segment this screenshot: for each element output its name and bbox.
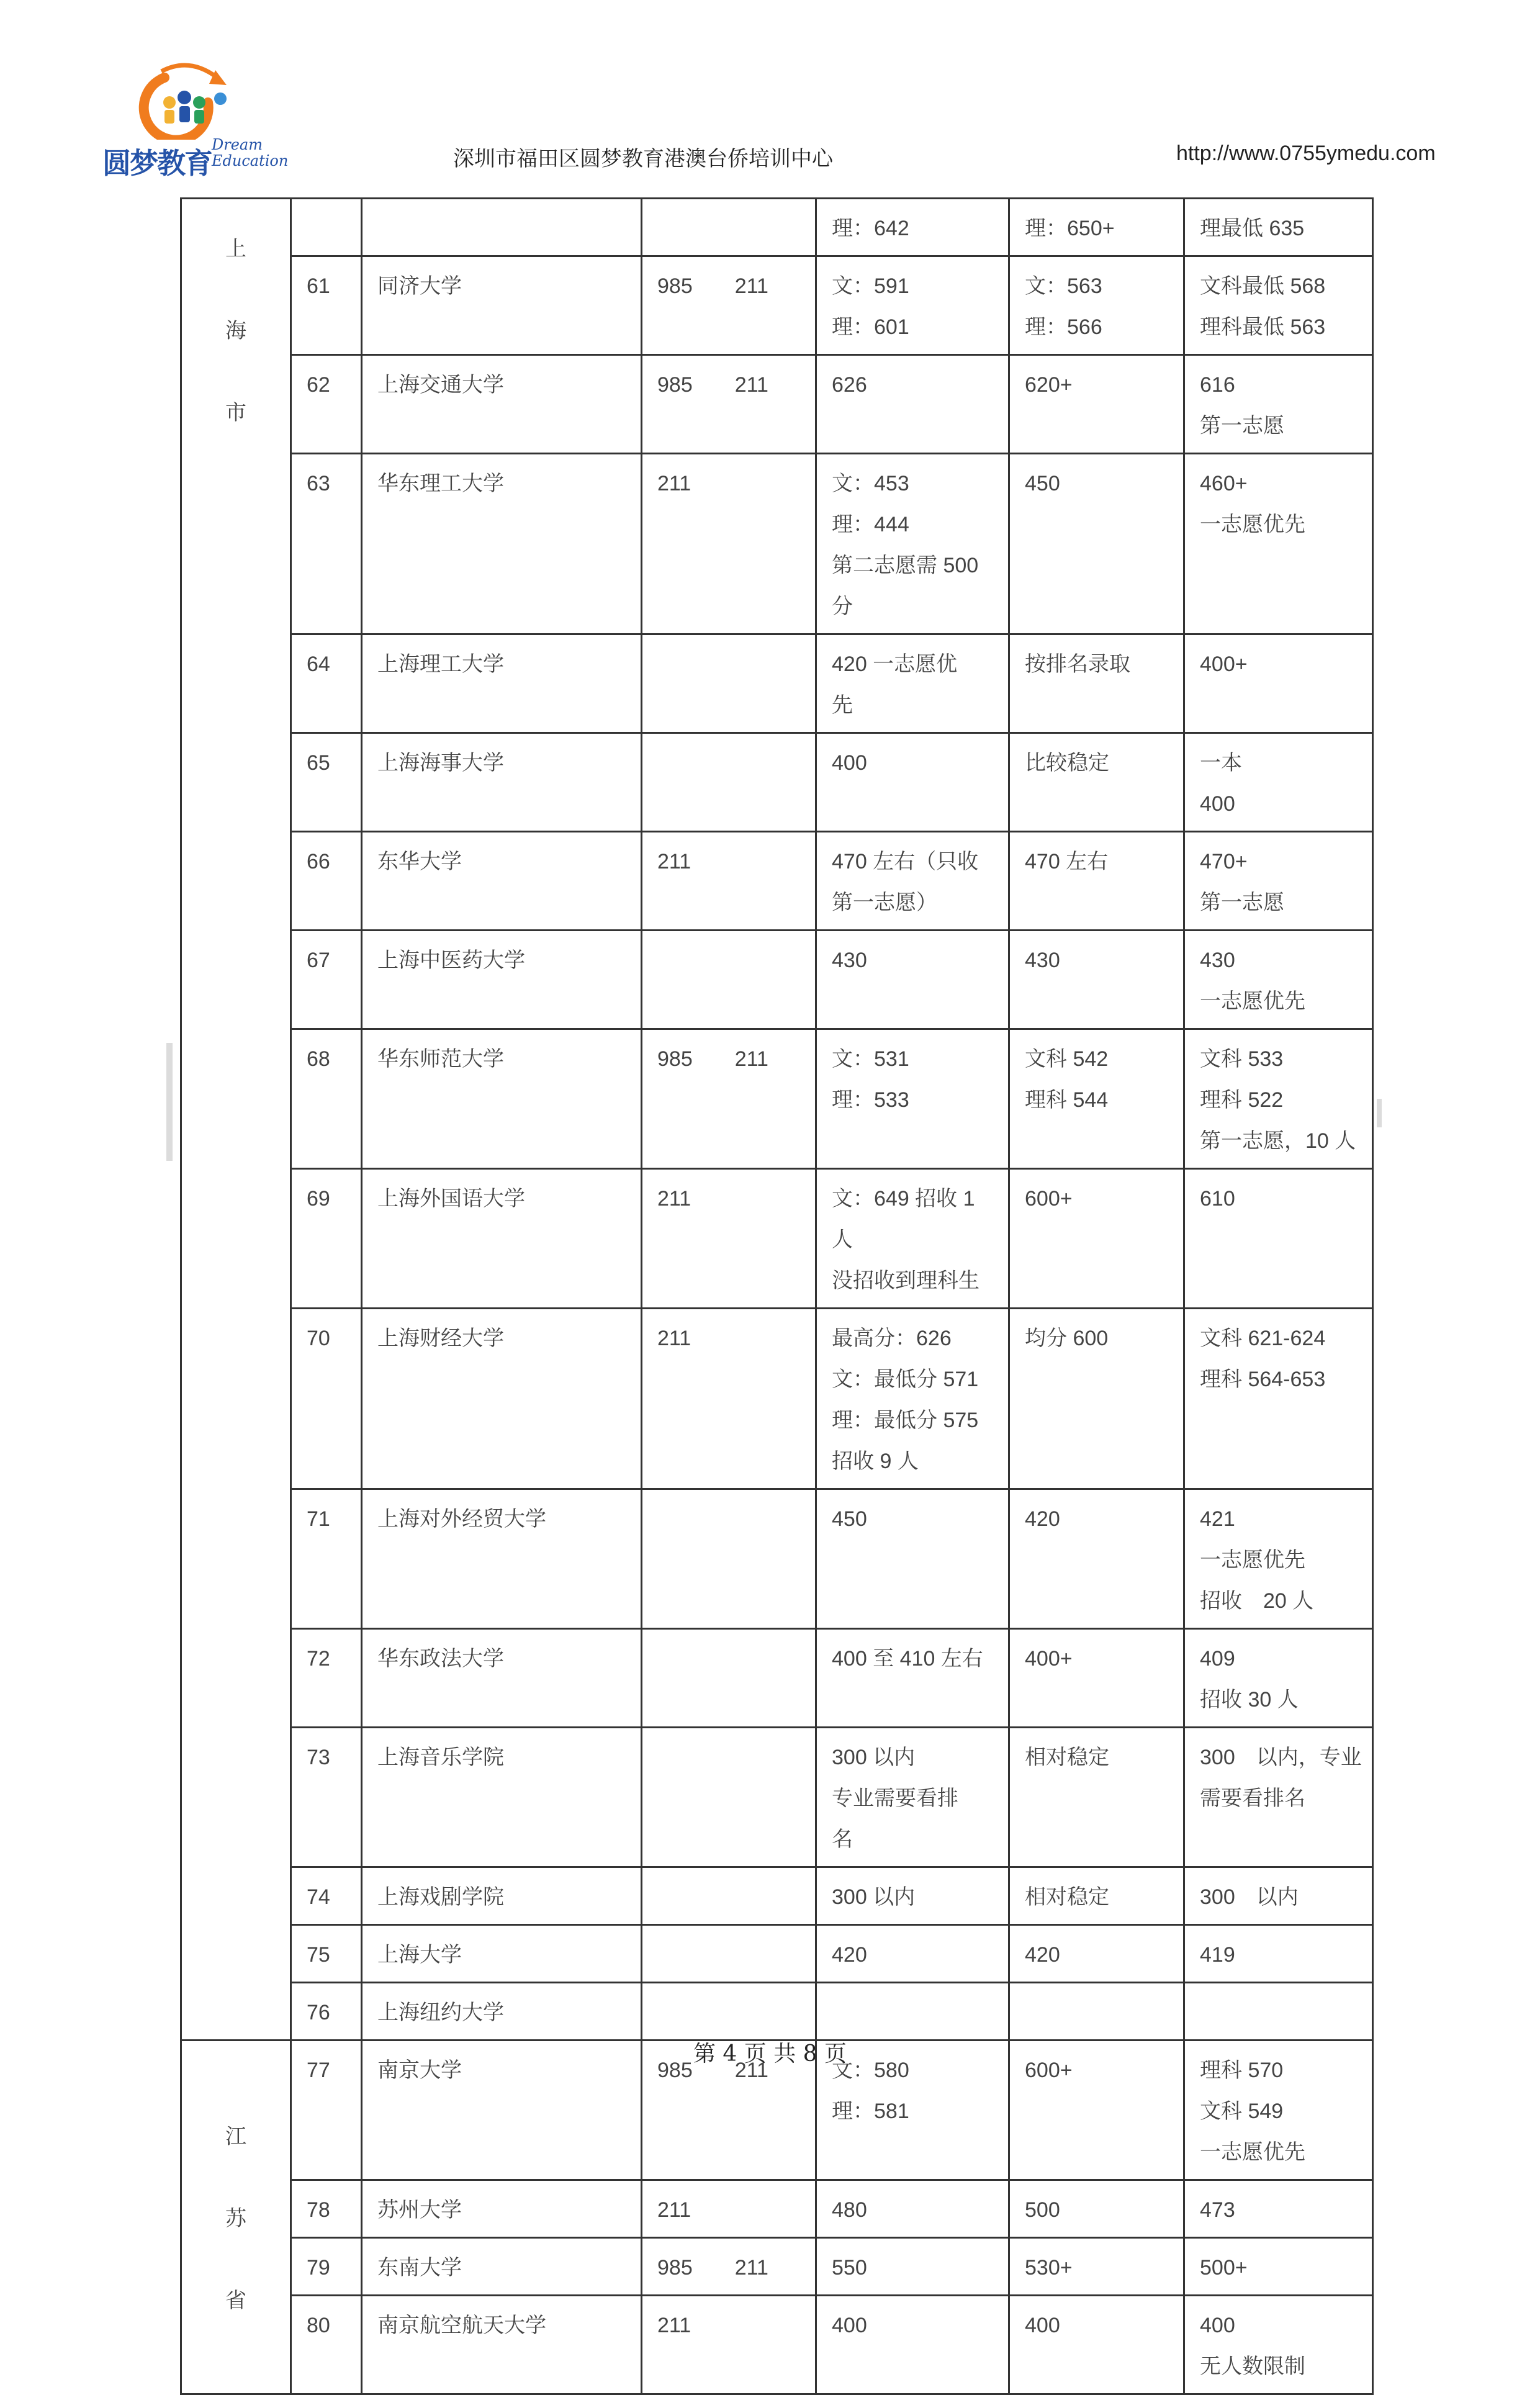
school-tags: 985 211 xyxy=(642,2238,816,2296)
school-number: 67 xyxy=(291,931,362,1029)
table-row xyxy=(181,1489,1373,1629)
school-tags: 985 211 xyxy=(642,1029,816,1169)
score-col-1: 420 一志愿优 先 xyxy=(816,634,1009,733)
school-tags: 211 xyxy=(642,454,816,634)
school-name: 上海理工大学 xyxy=(362,634,642,733)
school-name: 上海大学 xyxy=(362,1925,642,1983)
table-row xyxy=(181,2238,1373,2296)
table-row xyxy=(181,256,1373,355)
table-row xyxy=(181,1983,1373,2041)
table-row xyxy=(181,454,1373,634)
school-name: 上海对外经贸大学 xyxy=(362,1489,642,1629)
school-tags xyxy=(642,1728,816,1867)
school-tags: 985 211 xyxy=(642,2041,816,2180)
score-col-3: 300 以内 xyxy=(1184,1867,1373,1925)
score-col-1: 400 xyxy=(816,2296,1009,2394)
school-number: 78 xyxy=(291,2180,362,2238)
score-col-1: 470 左右（只收 第一志愿） xyxy=(816,832,1009,931)
school-name: 上海交通大学 xyxy=(362,355,642,454)
school-number: 63 xyxy=(291,454,362,634)
school-number: 65 xyxy=(291,733,362,832)
score-col-2: 420 xyxy=(1009,1925,1184,1983)
score-col-1: 550 xyxy=(816,2238,1009,2296)
score-col-2: 400 xyxy=(1009,2296,1184,2394)
table-row xyxy=(181,355,1373,454)
score-col-2: 430 xyxy=(1009,931,1184,1029)
school-name: 华东师范大学 xyxy=(362,1029,642,1169)
school-number: 79 xyxy=(291,2238,362,2296)
score-col-3: 理最低 635 xyxy=(1184,199,1373,256)
score-col-3 xyxy=(1184,1983,1373,2041)
score-col-3: 616 第一志愿 xyxy=(1184,355,1373,454)
score-col-1: 文：453 理：444 第二志愿需 500 分 xyxy=(816,454,1009,634)
score-col-3: 473 xyxy=(1184,2180,1373,2238)
school-tags xyxy=(642,634,816,733)
school-tags: 211 xyxy=(642,2296,816,2394)
score-col-3: 419 xyxy=(1184,1925,1373,1983)
score-col-1: 400 至 410 左右 xyxy=(816,1629,1009,1728)
score-col-2 xyxy=(1009,1983,1184,2041)
scan-edge-left xyxy=(166,1043,173,1161)
score-col-3: 430 一志愿优先 xyxy=(1184,931,1373,1029)
school-name: 东南大学 xyxy=(362,2238,642,2296)
school-name: 上海纽约大学 xyxy=(362,1983,642,2041)
school-number: 70 xyxy=(291,1309,362,1489)
score-col-3: 一本 400 xyxy=(1184,733,1373,832)
score-col-2: 按排名录取 xyxy=(1009,634,1184,733)
score-col-2: 文科 542 理科 544 xyxy=(1009,1029,1184,1169)
school-tags: 211 xyxy=(642,1169,816,1309)
school-tags: 985 211 xyxy=(642,355,816,454)
score-col-3: 610 xyxy=(1184,1169,1373,1309)
score-col-3: 文科最低 568 理科最低 563 xyxy=(1184,256,1373,355)
score-col-1: 400 xyxy=(816,733,1009,832)
school-number: 69 xyxy=(291,1169,362,1309)
school-tags: 211 xyxy=(642,1309,816,1489)
school-tags: 211 xyxy=(642,832,816,931)
score-col-3: 409 招收 30 人 xyxy=(1184,1629,1373,1728)
score-col-2: 600+ xyxy=(1009,1169,1184,1309)
school-number: 71 xyxy=(291,1489,362,1629)
score-col-1: 420 xyxy=(816,1925,1009,1983)
score-col-2: 理：650+ xyxy=(1009,199,1184,256)
school-number: 72 xyxy=(291,1629,362,1728)
logo-text-en: Dream Education xyxy=(212,136,289,169)
score-col-3: 300 以内，专业 需要看排名 xyxy=(1184,1728,1373,1867)
school-name xyxy=(362,199,642,256)
table-row xyxy=(181,733,1373,832)
logo-mark-icon xyxy=(102,59,289,140)
school-name: 上海海事大学 xyxy=(362,733,642,832)
school-tags xyxy=(642,1867,816,1925)
table-row xyxy=(181,931,1373,1029)
school-tags: 211 xyxy=(642,2180,816,2238)
school-tags xyxy=(642,1629,816,1728)
school-number: 76 xyxy=(291,1983,362,2041)
score-col-2: 470 左右 xyxy=(1009,832,1184,931)
score-col-2: 450 xyxy=(1009,454,1184,634)
table-row xyxy=(181,634,1373,733)
score-col-1: 文：580 理：581 xyxy=(816,2041,1009,2180)
school-tags xyxy=(642,931,816,1029)
table-row xyxy=(181,1867,1373,1925)
table-row xyxy=(181,832,1373,931)
score-col-1: 300 以内 xyxy=(816,1867,1009,1925)
school-name: 苏州大学 xyxy=(362,2180,642,2238)
school-number: 73 xyxy=(291,1728,362,1867)
score-col-3: 400+ xyxy=(1184,634,1373,733)
score-col-3: 400 无人数限制 xyxy=(1184,2296,1373,2394)
school-tags xyxy=(642,1489,816,1629)
score-col-3: 理科 570 文科 549 一志愿优先 xyxy=(1184,2041,1373,2180)
score-col-1: 480 xyxy=(816,2180,1009,2238)
school-name: 南京航空航天大学 xyxy=(362,2296,642,2394)
score-col-2: 400+ xyxy=(1009,1629,1184,1728)
school-name: 上海中医药大学 xyxy=(362,931,642,1029)
region-label: 上海市 xyxy=(225,237,246,425)
school-tags xyxy=(642,199,816,256)
score-col-2: 420 xyxy=(1009,1489,1184,1629)
score-col-3: 460+ 一志愿优先 xyxy=(1184,454,1373,634)
table-row xyxy=(181,1728,1373,1867)
school-name: 华东政法大学 xyxy=(362,1629,642,1728)
score-col-1: 300 以内 专业需要看排 名 xyxy=(816,1728,1009,1867)
score-col-1: 430 xyxy=(816,931,1009,1029)
school-name: 上海戏剧学院 xyxy=(362,1867,642,1925)
school-name: 上海财经大学 xyxy=(362,1309,642,1489)
score-col-2: 相对稳定 xyxy=(1009,1867,1184,1925)
table-row xyxy=(181,2180,1373,2238)
score-col-1: 文：531 理：533 xyxy=(816,1029,1009,1169)
school-number: 74 xyxy=(291,1867,362,1925)
table-row xyxy=(181,1925,1373,1983)
score-col-1: 450 xyxy=(816,1489,1009,1629)
school-name: 上海音乐学院 xyxy=(362,1728,642,1867)
score-col-2: 530+ xyxy=(1009,2238,1184,2296)
school-number: 66 xyxy=(291,832,362,931)
logo xyxy=(102,59,289,180)
score-col-1: 文：649 招收 1 人 没招收到理科生 xyxy=(816,1169,1009,1309)
score-col-2: 相对稳定 xyxy=(1009,1728,1184,1867)
school-name: 同济大学 xyxy=(362,256,642,355)
table-row xyxy=(181,1309,1373,1489)
region-cell xyxy=(181,199,291,2041)
score-col-1: 理：642 xyxy=(816,199,1009,256)
school-tags: 985 211 xyxy=(642,256,816,355)
header-title: 深圳市福田区圆梦教育港澳台侨培训中心 xyxy=(453,147,833,171)
score-col-2: 均分 600 xyxy=(1009,1309,1184,1489)
score-col-2: 620+ xyxy=(1009,355,1184,454)
school-name: 东华大学 xyxy=(362,832,642,931)
score-col-2: 500 xyxy=(1009,2180,1184,2238)
table-row xyxy=(181,1169,1373,1309)
score-col-3: 文科 621-624 理科 564-653 xyxy=(1184,1309,1373,1489)
table-row xyxy=(181,199,1373,256)
school-number: 64 xyxy=(291,634,362,733)
school-number: 68 xyxy=(291,1029,362,1169)
school-tags xyxy=(642,1983,816,2041)
header-url: http://www.0755ymedu.com xyxy=(1176,142,1436,165)
region-cell xyxy=(181,2041,291,2394)
score-col-3: 421 一志愿优先 招收 20 人 xyxy=(1184,1489,1373,1629)
score-col-2: 文：563 理：566 xyxy=(1009,256,1184,355)
score-col-2: 比较稳定 xyxy=(1009,733,1184,832)
school-number: 80 xyxy=(291,2296,362,2394)
school-tags xyxy=(642,1925,816,1983)
region-label: 江苏省 xyxy=(225,2124,246,2313)
school-name: 上海外国语大学 xyxy=(362,1169,642,1309)
table-row xyxy=(181,1629,1373,1728)
table-row xyxy=(181,2296,1373,2394)
score-col-1 xyxy=(816,1983,1009,2041)
score-col-3: 500+ xyxy=(1184,2238,1373,2296)
logo-text-cn: 圆梦教育 xyxy=(102,147,212,180)
score-col-3: 470+ 第一志愿 xyxy=(1184,832,1373,931)
score-col-1: 626 xyxy=(816,355,1009,454)
scan-edge-right xyxy=(1377,1099,1382,1127)
school-number xyxy=(291,199,362,256)
school-number: 75 xyxy=(291,1925,362,1983)
school-name: 南京大学 xyxy=(362,2041,642,2180)
score-col-2: 600+ xyxy=(1009,2041,1184,2180)
school-number: 62 xyxy=(291,355,362,454)
score-col-3: 文科 533 理科 522 第一志愿，10 人 xyxy=(1184,1029,1373,1169)
school-number: 77 xyxy=(291,2041,362,2180)
score-col-1: 文：591 理：601 xyxy=(816,256,1009,355)
school-number: 61 xyxy=(291,256,362,355)
table-row xyxy=(181,1029,1373,1169)
school-tags xyxy=(642,733,816,832)
page-footer: 第 4 页 共 8 页 xyxy=(693,2041,847,2067)
school-name: 华东理工大学 xyxy=(362,454,642,634)
score-col-1: 最高分：626 文：最低分 571 理：最低分 575 招收 9 人 xyxy=(816,1309,1009,1489)
